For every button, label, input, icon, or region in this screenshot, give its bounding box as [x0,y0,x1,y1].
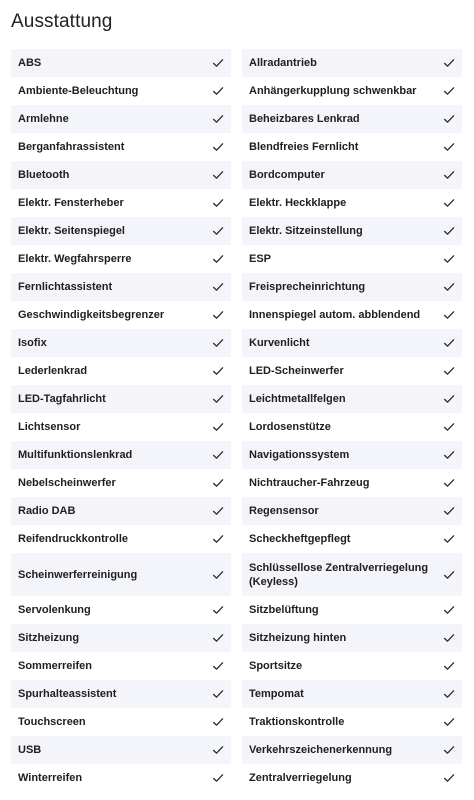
feature-label: Ambiente-Beleuchtung [18,85,139,97]
feature-label: Verkehrszeichenerkennung [249,744,393,756]
checkmark-icon [212,337,224,349]
checkmark-icon [443,197,455,209]
section-title: Ausstattung [11,11,113,32]
checkmark-icon [443,113,455,125]
checkmark-icon [212,477,224,489]
checkmark-icon [212,225,224,237]
feature-item [11,469,231,497]
checkmark-icon [212,632,224,644]
checkmark-icon [212,533,224,545]
feature-label: Elektr. Fensterheber [18,197,124,209]
feature-item [11,736,231,764]
feature-item [242,497,462,525]
feature-item [242,596,462,624]
feature-item [11,525,231,553]
feature-item [11,189,231,217]
checkmark-icon [212,253,224,265]
feature-item [11,301,231,329]
feature-label: LED-Scheinwerfer [249,365,344,377]
feature-item [242,469,462,497]
feature-grid [11,49,462,792]
feature-item [11,217,231,245]
feature-item [242,217,462,245]
feature-item [242,49,462,77]
checkmark-icon [443,365,455,377]
feature-item [11,596,231,624]
feature-item [242,708,462,736]
feature-label: Scheinwerferreinigung [18,568,138,581]
checkmark-icon [443,632,455,644]
feature-item [242,245,462,273]
feature-item [11,105,231,133]
feature-label: Multifunktionslenkrad [18,449,133,461]
feature-item [242,77,462,105]
checkmark-icon [443,744,455,756]
checkmark-icon [443,141,455,153]
feature-label: Lichtsensor [18,421,81,433]
feature-item [242,680,462,708]
checkmark-icon [443,772,455,784]
checkmark-icon [212,197,224,209]
checkmark-icon [212,113,224,125]
checkmark-icon [443,169,455,181]
checkmark-icon [443,225,455,237]
feature-label: Tempomat [249,688,304,700]
feature-label: ABS [18,57,42,69]
checkmark-icon [212,393,224,405]
feature-item [11,133,231,161]
checkmark-icon [212,57,224,69]
checkmark-icon [212,141,224,153]
checkmark-icon [443,569,455,581]
feature-label: Sitzbelüftung [249,604,319,616]
feature-label: Allradantrieb [249,57,317,69]
checkmark-icon [443,477,455,489]
checkmark-icon [212,660,224,672]
feature-label: Navigationssystem [249,449,350,461]
checkmark-icon [443,604,455,616]
feature-item [11,245,231,273]
feature-item [242,413,462,441]
feature-label: Traktionskontrolle [249,716,345,728]
checkmark-icon [212,772,224,784]
feature-label: Nichtraucher-Fahrzeug [249,477,370,489]
feature-item [11,161,231,189]
checkmark-icon [212,85,224,97]
checkmark-icon [212,281,224,293]
feature-label: Beheizbares Lenkrad [249,113,360,125]
feature-label: Winterreifen [18,772,83,784]
checkmark-icon [443,449,455,461]
feature-label: Elektr. Heckklappe [249,197,347,209]
feature-item [242,161,462,189]
feature-label: Sportsitze [249,660,303,672]
feature-item [242,105,462,133]
checkmark-icon [443,533,455,545]
checkmark-icon [443,421,455,433]
feature-item [11,413,231,441]
feature-item [242,553,462,596]
checkmark-icon [212,169,224,181]
checkmark-icon [212,716,224,728]
checkmark-icon [212,421,224,433]
feature-item [11,329,231,357]
feature-item [242,652,462,680]
checkmark-icon [212,449,224,461]
feature-item [11,764,231,792]
checkmark-icon [212,604,224,616]
feature-label: USB [18,744,42,756]
checkmark-icon [443,337,455,349]
feature-label: Anhängerkupplung schwenkbar [249,85,417,97]
feature-item [11,385,231,413]
feature-label: Elektr. Sitzeinstellung [249,225,363,237]
checkmark-icon [212,688,224,700]
feature-label: Spurhalteassistent [18,688,117,700]
feature-item [242,624,462,652]
checkmark-icon [212,309,224,321]
feature-label: Scheckheftgepflegt [249,533,351,545]
feature-item [11,680,231,708]
feature-item [11,553,231,596]
feature-label: Lederlenkrad [18,365,88,377]
checkmark-icon [443,716,455,728]
feature-label: Isofix [18,337,47,349]
feature-label: Berganfahrassistent [18,141,125,153]
feature-label: Elektr. Seitenspiegel [18,225,125,237]
feature-item [11,624,231,652]
feature-label: Regensensor [249,505,319,517]
feature-item [242,189,462,217]
feature-label: Elektr. Wegfahrsperre [18,253,132,265]
checkmark-icon [443,309,455,321]
feature-item [11,49,231,77]
checkmark-icon [443,660,455,672]
checkmark-icon [212,744,224,756]
feature-item [242,441,462,469]
feature-label: Leichtmetallfelgen [249,393,346,405]
feature-item [242,357,462,385]
feature-item [242,525,462,553]
feature-item [11,357,231,385]
feature-label: Schlüssellose Zentralverriegelung (Keyless) [249,561,429,588]
feature-label: Zentralverriegelung [249,772,352,784]
feature-label: Sommerreifen [18,660,92,672]
feature-label: Armlehne [18,113,69,125]
feature-label: Lordosenstütze [249,421,331,433]
checkmark-icon [443,281,455,293]
feature-item [11,652,231,680]
feature-item [242,736,462,764]
feature-item [242,301,462,329]
feature-label: Fernlichtassistent [18,281,113,293]
feature-label: Reifendruckkontrolle [18,533,129,545]
checkmark-icon [212,569,224,581]
feature-item [242,329,462,357]
feature-item [11,497,231,525]
feature-label: ESP [249,253,272,265]
feature-item [11,273,231,301]
feature-label: Servolenkung [18,604,91,616]
feature-item [242,764,462,792]
feature-item [11,708,231,736]
checkmark-icon [443,253,455,265]
feature-label: LED-Tagfahrlicht [18,393,106,405]
feature-label: Sitzheizung [18,632,80,644]
feature-label: Innenspiegel autom. abblendend [249,309,421,321]
feature-item [11,441,231,469]
feature-label: Freisprecheinrichtung [249,281,366,293]
feature-label: Blendfreies Fernlicht [249,141,359,153]
feature-label: Geschwindigkeitsbegrenzer [18,309,165,321]
checkmark-icon [443,85,455,97]
feature-label: Touchscreen [18,716,86,728]
checkmark-icon [443,393,455,405]
feature-label: Kurvenlicht [249,337,310,349]
feature-label: Bluetooth [18,169,70,181]
checkmark-icon [212,505,224,517]
checkmark-icon [443,505,455,517]
feature-item [242,385,462,413]
feature-item [242,133,462,161]
checkmark-icon [443,57,455,69]
checkmark-icon [443,688,455,700]
feature-label: Sitzheizung hinten [249,632,347,644]
checkmark-icon [212,365,224,377]
feature-label: Bordcomputer [249,169,325,181]
feature-item [242,273,462,301]
feature-item [11,77,231,105]
feature-label: Radio DAB [18,505,76,517]
feature-label: Nebelscheinwerfer [18,477,116,489]
